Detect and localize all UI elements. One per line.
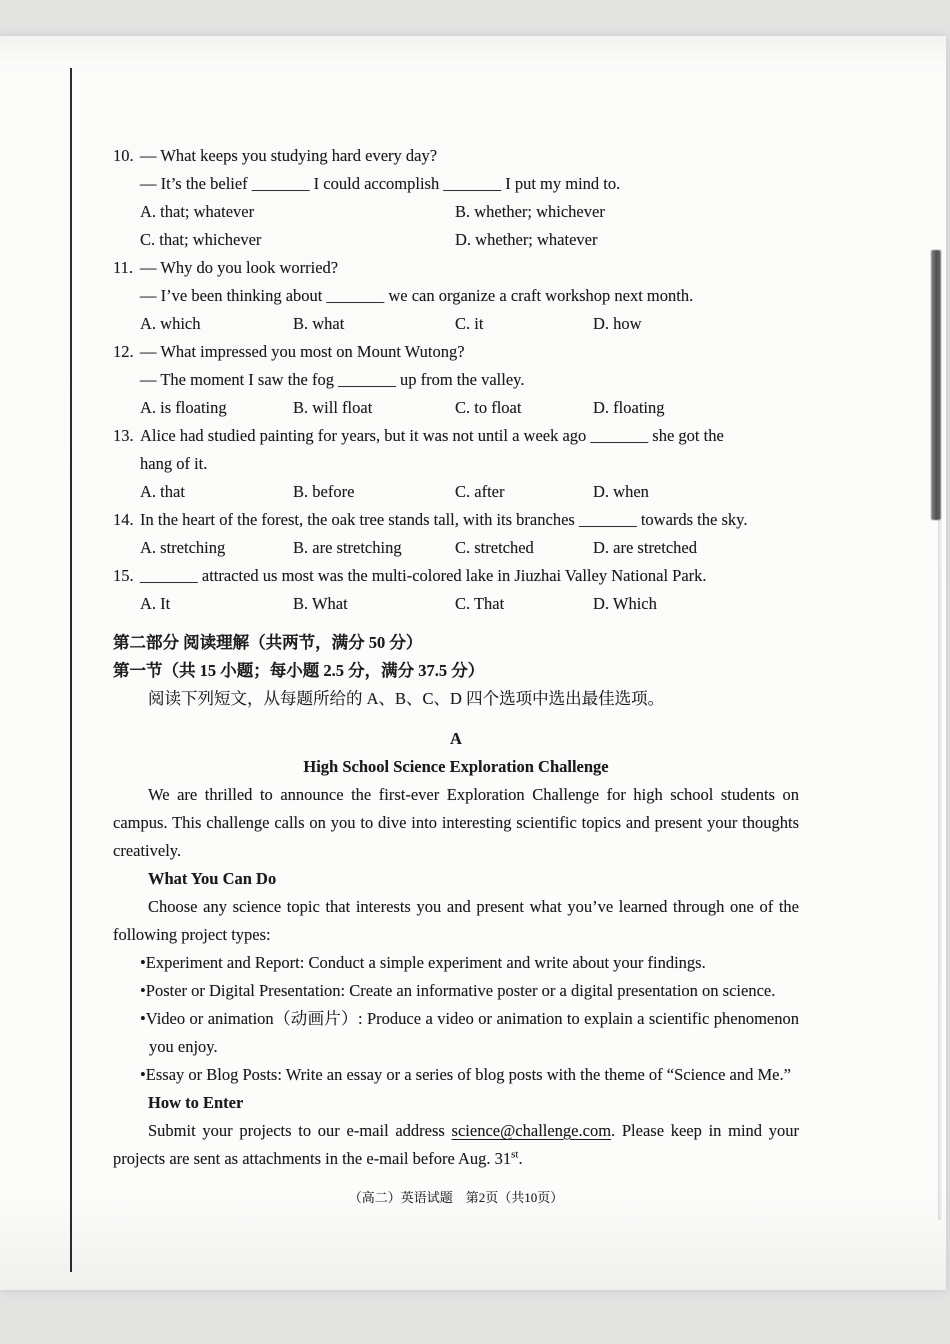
question-number: 13. bbox=[113, 426, 134, 445]
passage-title: High School Science Exploration Challenge bbox=[303, 757, 609, 776]
question-stem-line bbox=[113, 506, 799, 534]
question-item-11 bbox=[113, 254, 799, 338]
passage-label: A bbox=[450, 729, 462, 748]
option-b: B. are stretching bbox=[293, 538, 402, 557]
dialogue-line: — It’s the belief _______ I could accomplish _______ I put my mind to. bbox=[140, 174, 621, 193]
option-c: C. after bbox=[455, 482, 505, 501]
page-footer: （高二）英语试题 第2页（共10页） bbox=[348, 1190, 564, 1205]
question-stem: Alice had studied painting for years, but it was not until a week ago _______ she got the bbox=[140, 426, 724, 445]
dialogue-line: — I’ve been thinking about _______ we can organize a craft workshop next month. bbox=[140, 286, 694, 305]
question-number: 10. bbox=[113, 146, 134, 165]
dialogue-line: — What impressed you most on Mount Wutong? bbox=[140, 342, 465, 361]
option-b: B. will float bbox=[293, 398, 373, 417]
options-grid bbox=[140, 198, 799, 254]
option-a: A. that bbox=[140, 482, 185, 501]
option-a: A. that; whatever bbox=[140, 202, 255, 221]
option-b: B. before bbox=[293, 482, 355, 501]
question-stem-line bbox=[113, 422, 799, 450]
question-item-10 bbox=[113, 142, 799, 254]
submit-text-pre: Submit your projects to our e-mail address bbox=[148, 1121, 452, 1140]
question-item-12 bbox=[113, 338, 799, 422]
options-grid bbox=[140, 478, 799, 506]
question-number: 11. bbox=[113, 258, 134, 277]
question-stem-line bbox=[113, 254, 799, 282]
question-stem-line bbox=[113, 142, 799, 170]
bullet-item-video: •Video or animation（动画片）: Produce a video or animation to explain a scientific phenomenon you enjoy. bbox=[140, 1009, 799, 1056]
bullet-item-essay: •Essay or Blog Posts: Write an essay or a series of blog posts with the theme of “Science and Me.” bbox=[140, 1065, 791, 1084]
subheading-what-you-can-do: What You Can Do bbox=[148, 869, 277, 888]
option-c: C. to float bbox=[455, 398, 522, 417]
question-item-15 bbox=[113, 562, 799, 618]
question-stem-continuation: hang of it. bbox=[140, 454, 208, 473]
option-c: C. stretched bbox=[455, 538, 534, 557]
options-grid bbox=[140, 394, 799, 422]
exam-page-content bbox=[113, 142, 799, 1212]
options-grid bbox=[140, 590, 799, 618]
subheading-how-to-enter: How to Enter bbox=[148, 1093, 244, 1112]
option-b: B. What bbox=[293, 594, 348, 613]
submit-text-end: . bbox=[518, 1149, 523, 1168]
email-address: science@challenge.com bbox=[451, 1121, 612, 1140]
option-d: D. Which bbox=[593, 594, 657, 613]
option-a: A. It bbox=[140, 594, 171, 613]
page-edge-shadow bbox=[931, 250, 941, 520]
option-c: C. it bbox=[455, 314, 484, 333]
bullet-item-experiment: •Experiment and Report: Conduct a simple experiment and write about your findings. bbox=[140, 953, 706, 972]
submit-text-mid: . Please keep in mind your projects are sent as attachments in the e-mail before Aug. 31 bbox=[113, 1121, 799, 1168]
question-stem-line bbox=[113, 338, 799, 366]
page-edge-faint-shadow bbox=[938, 520, 942, 1220]
left-margin-rule bbox=[70, 68, 72, 1272]
option-c: C. that; whichever bbox=[140, 230, 262, 249]
passage-paragraph-submit bbox=[113, 1117, 799, 1173]
option-a: A. stretching bbox=[140, 538, 226, 557]
option-a: A. which bbox=[140, 314, 201, 333]
section-one-header: 第一节（共 15 小题；每小题 2.5 分，满分 37.5 分） bbox=[113, 661, 485, 680]
option-b: B. what bbox=[293, 314, 345, 333]
ordinal-suffix: st bbox=[511, 1148, 519, 1161]
part-two-header: 第二部分 阅读理解（共两节，满分 50 分） bbox=[113, 633, 423, 652]
dialogue-line: — Why do you look worried? bbox=[140, 258, 339, 277]
question-stem-line bbox=[113, 562, 799, 590]
dialogue-line: — What keeps you studying hard every day? bbox=[140, 146, 438, 165]
question-number: 14. bbox=[113, 510, 134, 529]
option-d: D. how bbox=[593, 314, 642, 333]
option-d: D. are stretched bbox=[593, 538, 697, 557]
question-item-14 bbox=[113, 506, 799, 562]
dialogue-line: — The moment I saw the fog _______ up from the valley. bbox=[140, 370, 525, 389]
bullet-item-poster: •Poster or Digital Presentation: Create an informative poster or a digital presentation on science. bbox=[140, 981, 776, 1000]
option-d: D. when bbox=[593, 482, 649, 501]
option-c: C. That bbox=[455, 594, 505, 613]
option-d: D. floating bbox=[593, 398, 665, 417]
reading-instruction: 阅读下列短文，从每题所给的 A、B、C、D 四个选项中选出最佳选项。 bbox=[148, 689, 665, 708]
question-stem: In the heart of the forest, the oak tree stands tall, with its branches _______ towards the sky. bbox=[140, 510, 748, 529]
option-a: A. is floating bbox=[140, 398, 227, 417]
question-number: 15. bbox=[113, 566, 134, 585]
options-grid bbox=[140, 310, 799, 338]
passage-paragraph-intro: We are thrilled to announce the first-ever Exploration Challenge for high school students on campus. This challenge calls on you to dive into interesting scientific topics and present your thoughts creatively. bbox=[113, 785, 799, 860]
option-b: B. whether; whichever bbox=[455, 202, 605, 221]
question-item-13 bbox=[113, 422, 799, 506]
option-d: D. whether; whatever bbox=[455, 230, 598, 249]
question-number: 12. bbox=[113, 342, 134, 361]
question-stem: _______ attracted us most was the multi-colored lake in Jiuzhai Valley National Park. bbox=[140, 566, 707, 585]
options-grid bbox=[140, 534, 799, 562]
passage-paragraph-choose: Choose any science topic that interests you and present what you’ve learned through one of the following project types: bbox=[113, 897, 799, 944]
